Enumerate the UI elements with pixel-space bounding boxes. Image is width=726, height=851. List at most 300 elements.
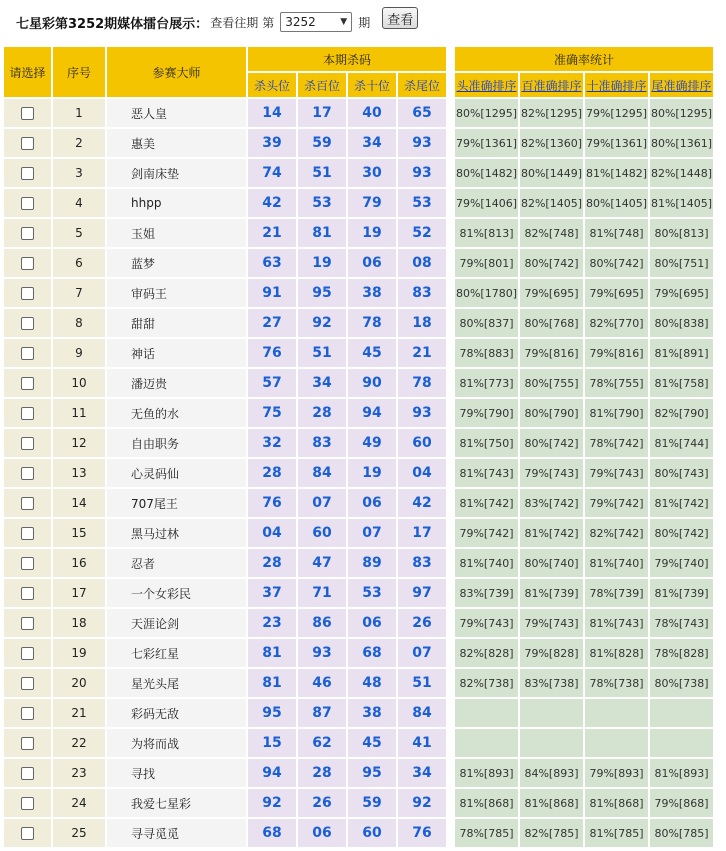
accuracy-stat: 80%[768] [520,309,583,337]
kill-number: 38 [348,699,396,727]
table-row [4,369,713,397]
select-cell [4,699,51,727]
accuracy-stat: 79%[1295] [585,99,648,127]
kill-number: 68 [348,639,396,667]
row-checkbox[interactable] [21,167,34,180]
accuracy-stat: 79%[1406] [455,189,518,217]
kill-number: 21 [398,339,446,367]
kill-number: 19 [348,219,396,247]
kill-number: 94 [248,759,296,787]
row-index: 17 [53,579,105,607]
period-suffix: 期 [358,15,371,30]
master-name: 神话 [107,339,246,367]
row-checkbox[interactable] [21,707,34,720]
master-name: 剑南床垫 [107,159,246,187]
kill-number: 81 [298,219,346,247]
accuracy-stat [455,699,518,727]
chevron-down-icon: ▼ [340,17,348,27]
kill-number: 75 [248,399,296,427]
kill-number: 06 [298,819,346,847]
column-gap [448,99,453,127]
kill-number: 76 [248,489,296,517]
kill-number: 53 [348,579,396,607]
master-name: 一个女彩民 [107,579,246,607]
kill-number: 17 [398,519,446,547]
accuracy-stat: 81%[739] [520,579,583,607]
kill-number: 93 [298,639,346,667]
accuracy-stat: 80%[751] [650,249,713,277]
column-gap [448,399,453,427]
accuracy-stat: 80%[1449] [520,159,583,187]
accuracy-stat: 79%[1361] [455,129,518,157]
select-cell [4,459,51,487]
row-index: 11 [53,399,105,427]
accuracy-stat [520,699,583,727]
kill-number: 07 [398,639,446,667]
period-select[interactable] [280,12,352,32]
kill-number: 19 [298,249,346,277]
select-cell [4,579,51,607]
accuracy-stat: 82%[738] [455,669,518,697]
kill-number: 07 [298,489,346,517]
header-kill-0: 杀头位 [248,73,296,97]
master-name: 天涯论剑 [107,609,246,637]
column-gap [448,519,453,547]
kill-number: 93 [398,399,446,427]
kill-number: 93 [398,129,446,157]
kill-number: 07 [348,519,396,547]
accuracy-stat: 81%[893] [650,759,713,787]
row-checkbox[interactable] [21,647,34,660]
row-checkbox[interactable] [21,317,34,330]
kill-number: 06 [348,609,396,637]
row-index: 13 [53,459,105,487]
table-row [4,819,713,847]
row-index: 19 [53,639,105,667]
table-row [4,789,713,817]
kill-number: 34 [298,369,346,397]
accuracy-stat: 79%[743] [585,459,648,487]
accuracy-stat: 79%[790] [455,399,518,427]
column-gap [448,609,453,637]
accuracy-stat: 78%[739] [585,579,648,607]
kill-number: 39 [248,129,296,157]
accuracy-stat: 78%[883] [455,339,518,367]
select-cell [4,99,51,127]
kill-number: 47 [298,549,346,577]
accuracy-stat [585,729,648,757]
kill-number: 42 [398,489,446,517]
kill-number: 78 [348,309,396,337]
kill-number: 63 [248,249,296,277]
kill-number: 90 [348,369,396,397]
kill-number: 76 [398,819,446,847]
row-checkbox[interactable] [21,677,34,690]
accuracy-stat: 82%[748] [520,219,583,247]
select-cell [4,789,51,817]
table-row [4,309,713,337]
kill-number: 65 [398,99,446,127]
select-cell [4,759,51,787]
row-index: 16 [53,549,105,577]
kill-number: 87 [298,699,346,727]
accuracy-stat: 82%[1448] [650,159,713,187]
accuracy-stat: 83%[738] [520,669,583,697]
kill-number: 48 [348,669,396,697]
column-gap [448,279,453,307]
master-name: 我爱七星彩 [107,789,246,817]
master-name: 自由职务 [107,429,246,457]
kill-number: 92 [398,789,446,817]
column-gap [448,459,453,487]
accuracy-stat [650,699,713,727]
table-row [4,159,713,187]
accuracy-stat: 78%[785] [455,819,518,847]
column-gap [448,819,453,847]
kill-number: 34 [398,759,446,787]
row-checkbox[interactable] [21,557,34,570]
row-checkbox[interactable] [21,617,34,630]
column-gap [448,549,453,577]
table-row [4,459,713,487]
accuracy-stat: 78%[828] [650,639,713,667]
master-name: 寻寻觅觅 [107,819,246,847]
accuracy-stat: 82%[1295] [520,99,583,127]
table-row [4,639,713,667]
row-index: 22 [53,729,105,757]
accuracy-stat: 79%[816] [585,339,648,367]
accuracy-stat: 79%[816] [520,339,583,367]
select-cell [4,519,51,547]
kill-number: 94 [348,399,396,427]
accuracy-stat: 80%[738] [650,669,713,697]
accuracy-stat: 81%[743] [585,609,648,637]
kill-number: 57 [248,369,296,397]
table-row [4,219,713,247]
accuracy-stat: 81%[790] [585,399,648,427]
accuracy-stat: 81%[785] [585,819,648,847]
accuracy-stat: 81%[1482] [585,159,648,187]
kill-number: 86 [298,609,346,637]
accuracy-stat: 83%[742] [520,489,583,517]
select-cell [4,609,51,637]
period-select-value: 3252 [285,15,316,29]
header-stat-sort-0[interactable]: 头准确排序 [455,73,518,97]
accuracy-stat: 79%[740] [650,549,713,577]
view-past-label: 查看往期 [210,15,259,30]
kill-number: 51 [298,339,346,367]
accuracy-stat: 80%[1295] [455,99,518,127]
accuracy-stat: 81%[739] [650,579,713,607]
select-cell [4,549,51,577]
row-checkbox[interactable] [21,257,34,270]
row-checkbox[interactable] [21,197,34,210]
row-checkbox[interactable] [21,827,34,840]
select-cell [4,339,51,367]
column-gap [448,699,453,727]
column-gap [448,249,453,277]
kill-number: 45 [348,339,396,367]
accuracy-stat: 79%[742] [585,489,648,517]
select-cell [4,159,51,187]
accuracy-stat: 81%[742] [520,519,583,547]
table-row [4,279,713,307]
accuracy-stat: 81%[748] [585,219,648,247]
master-name: 黑马过林 [107,519,246,547]
master-name: 审码王 [107,279,246,307]
select-cell [4,279,51,307]
master-name: 心灵码仙 [107,459,246,487]
accuracy-stat: 79%[801] [455,249,518,277]
kill-number: 74 [248,159,296,187]
kill-number: 95 [298,279,346,307]
header-gap [448,47,453,97]
kill-number: 23 [248,609,296,637]
accuracy-stat: 81%[740] [585,549,648,577]
kill-number: 41 [398,729,446,757]
kill-number: 78 [398,369,446,397]
accuracy-stat: 80%[1295] [650,99,713,127]
kill-number: 81 [248,669,296,697]
accuracy-stat: 81%[1405] [650,189,713,217]
row-checkbox[interactable] [21,107,34,120]
select-cell [4,489,51,517]
table-row [4,729,713,757]
table-row [4,519,713,547]
accuracy-stat: 79%[1361] [585,129,648,157]
master-name: 707尾王 [107,489,246,517]
column-gap [448,309,453,337]
master-name: 彩码无敌 [107,699,246,727]
accuracy-stat: 80%[813] [650,219,713,247]
row-index: 21 [53,699,105,727]
row-checkbox[interactable] [21,467,34,480]
row-checkbox[interactable] [21,377,34,390]
header-stats-group: 准确率统计 [455,47,713,71]
row-index: 15 [53,519,105,547]
kill-number: 92 [248,789,296,817]
kill-number: 52 [398,219,446,247]
row-checkbox[interactable] [21,737,34,750]
row-checkbox[interactable] [21,227,34,240]
header-stat-sort-1[interactable]: 百准确排序 [520,73,583,97]
accuracy-stat: 81%[740] [455,549,518,577]
row-checkbox[interactable] [21,527,34,540]
page-title: 七星彩第3252期媒体擂台展示： [16,16,209,32]
master-name: 无鱼的水 [107,399,246,427]
accuracy-stat: 81%[868] [520,789,583,817]
accuracy-stat [650,729,713,757]
kill-number: 83 [398,279,446,307]
kill-number: 42 [248,189,296,217]
kill-number: 95 [248,699,296,727]
master-name: 恶人皇 [107,99,246,127]
header-index: 序号 [53,47,105,97]
row-index: 10 [53,369,105,397]
header-stat-sort-2[interactable]: 十准确排序 [585,73,648,97]
kill-number: 28 [248,549,296,577]
select-cell [4,729,51,757]
kill-number: 27 [248,309,296,337]
header-kill-3: 杀尾位 [398,73,446,97]
column-gap [448,159,453,187]
accuracy-stat: 80%[838] [650,309,713,337]
kill-number: 30 [348,159,396,187]
kill-number: 60 [398,429,446,457]
row-index: 20 [53,669,105,697]
table-row [4,549,713,577]
table-row [4,189,713,217]
kill-number: 83 [298,429,346,457]
accuracy-stat: 78%[743] [650,609,713,637]
kill-number: 83 [398,549,446,577]
accuracy-stat: 80%[790] [520,399,583,427]
column-gap [448,729,453,757]
row-index: 12 [53,429,105,457]
table-row [4,699,713,727]
kill-number: 49 [348,429,396,457]
accuracy-stat: 78%[742] [585,429,648,457]
accuracy-stat: 78%[755] [585,369,648,397]
accuracy-stat: 82%[742] [585,519,648,547]
row-index: 14 [53,489,105,517]
accuracy-stat: 82%[770] [585,309,648,337]
row-index: 9 [53,339,105,367]
row-checkbox[interactable] [21,137,34,150]
kill-number: 89 [348,549,396,577]
row-index: 4 [53,189,105,217]
row-checkbox[interactable] [21,767,34,780]
accuracy-stat: 82%[785] [520,819,583,847]
accuracy-stat: 81%[891] [650,339,713,367]
kill-number: 19 [348,459,396,487]
row-checkbox[interactable] [21,497,34,510]
select-cell [4,429,51,457]
kill-number: 04 [398,459,446,487]
kill-number: 97 [398,579,446,607]
row-checkbox[interactable] [21,347,34,360]
ranking-table [2,45,715,849]
accuracy-stat: 79%[695] [520,279,583,307]
row-index: 5 [53,219,105,247]
header-select: 请选择 [4,47,51,97]
row-index: 7 [53,279,105,307]
accuracy-stat: 80%[1361] [650,129,713,157]
kill-number: 84 [298,459,346,487]
column-gap [448,219,453,247]
accuracy-stat: 80%[742] [585,249,648,277]
master-name: 七彩红星 [107,639,246,667]
column-gap [448,189,453,217]
kill-number: 18 [398,309,446,337]
accuracy-stat: 80%[742] [520,429,583,457]
kill-number: 28 [298,399,346,427]
kill-number: 51 [398,669,446,697]
kill-number: 15 [248,729,296,757]
top-bar [0,0,726,44]
row-checkbox[interactable] [21,287,34,300]
kill-number: 37 [248,579,296,607]
table-row [4,579,713,607]
master-name: 为将而战 [107,729,246,757]
accuracy-stat: 81%[758] [650,369,713,397]
accuracy-stat: 79%[828] [520,639,583,667]
kill-number: 84 [398,699,446,727]
column-gap [448,669,453,697]
kill-number: 34 [348,129,396,157]
kill-number: 38 [348,279,396,307]
select-cell [4,669,51,697]
accuracy-stat: 83%[739] [455,579,518,607]
accuracy-stat: 81%[744] [650,429,713,457]
kill-number: 45 [348,729,396,757]
master-name: 蓝梦 [107,249,246,277]
row-checkbox[interactable] [21,407,34,420]
accuracy-stat: 81%[868] [585,789,648,817]
view-button[interactable]: 查看 [382,7,418,29]
accuracy-stat: 79%[695] [585,279,648,307]
accuracy-stat: 80%[1780] [455,279,518,307]
kill-number: 51 [298,159,346,187]
accuracy-stat: 81%[893] [455,759,518,787]
accuracy-stat: 80%[742] [520,249,583,277]
master-name: 惠美 [107,129,246,157]
select-cell [4,219,51,247]
kill-number: 28 [298,759,346,787]
kill-number: 60 [298,519,346,547]
accuracy-stat: 80%[755] [520,369,583,397]
accuracy-stat: 80%[742] [650,519,713,547]
row-index: 1 [53,99,105,127]
kill-number: 21 [248,219,296,247]
kill-number: 08 [398,249,446,277]
kill-number: 06 [348,489,396,517]
kill-number: 32 [248,429,296,457]
accuracy-stat [520,729,583,757]
header-stat-sort-3[interactable]: 尾准确排序 [650,73,713,97]
accuracy-stat: 79%[868] [650,789,713,817]
accuracy-stat: 81%[743] [455,459,518,487]
row-index: 24 [53,789,105,817]
accuracy-stat [585,699,648,727]
select-cell [4,819,51,847]
column-gap [448,789,453,817]
master-name: 忍者 [107,549,246,577]
header-kill-2: 杀十位 [348,73,396,97]
kill-number: 04 [248,519,296,547]
row-index: 18 [53,609,105,637]
master-name: 潘迈贵 [107,369,246,397]
column-gap [448,429,453,457]
select-cell [4,249,51,277]
column-gap [448,759,453,787]
accuracy-stat: 80%[1482] [455,159,518,187]
row-checkbox[interactable] [21,437,34,450]
accuracy-stat: 79%[743] [455,609,518,637]
column-gap [448,129,453,157]
header-master: 参赛大师 [107,47,246,97]
row-index: 25 [53,819,105,847]
accuracy-stat: 82%[790] [650,399,713,427]
select-cell [4,399,51,427]
kill-number: 76 [248,339,296,367]
row-checkbox[interactable] [21,587,34,600]
column-gap [448,639,453,667]
accuracy-stat: 80%[1405] [585,189,648,217]
accuracy-stat: 81%[742] [455,489,518,517]
row-checkbox[interactable] [21,797,34,810]
accuracy-stat: 81%[868] [455,789,518,817]
